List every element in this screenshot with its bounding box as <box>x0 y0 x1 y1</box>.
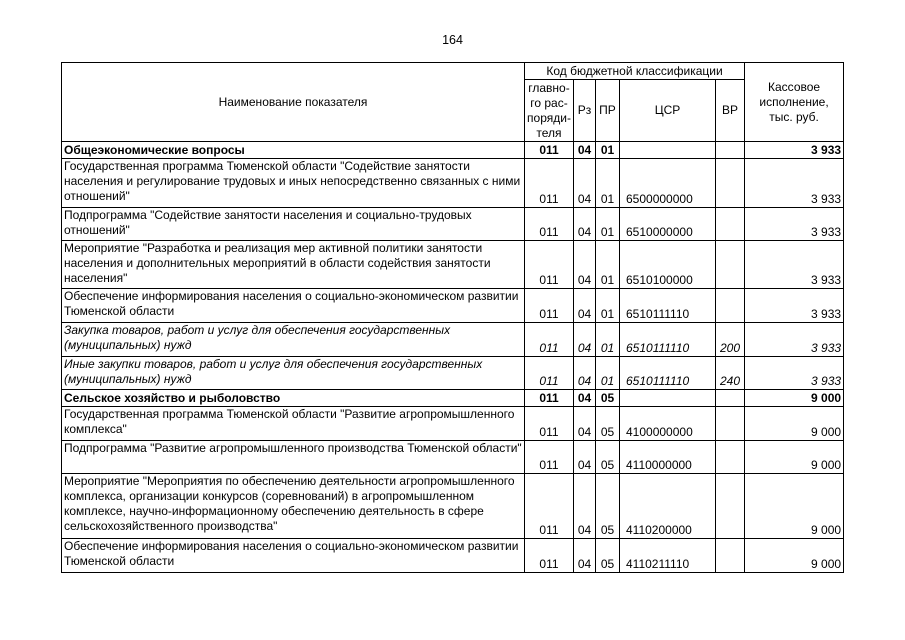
row-amount: 3 933 <box>745 357 844 390</box>
row-vr <box>716 407 745 441</box>
row-pr: 05 <box>596 441 620 474</box>
row-pr: 05 <box>596 474 620 539</box>
row-glavnogo: 011 <box>525 289 574 323</box>
table-row <box>62 407 844 441</box>
header-glavnogo: главно-го рас-поряди-теля <box>525 80 574 142</box>
row-pr: 05 <box>596 390 620 407</box>
row-csr: 6510111110 <box>620 357 716 390</box>
table-row <box>62 241 844 289</box>
row-csr <box>620 142 716 159</box>
row-csr: 6510000000 <box>620 208 716 241</box>
row-rz: 04 <box>574 323 596 357</box>
table-row <box>62 323 844 357</box>
row-name: Государственная программа Тюменской области "Содействие занятости населения и регулирование трудовых и иных непосредственно связанных с ними отношений" <box>62 159 525 208</box>
row-rz: 04 <box>574 289 596 323</box>
row-vr <box>716 474 745 539</box>
row-csr: 4110211110 <box>620 539 716 573</box>
row-glavnogo: 011 <box>525 407 574 441</box>
row-amount: 9 000 <box>745 407 844 441</box>
row-amount: 3 933 <box>745 323 844 357</box>
row-vr <box>716 289 745 323</box>
table-row <box>62 142 844 159</box>
row-name: Общеэкономические вопросы <box>62 142 525 159</box>
row-glavnogo: 011 <box>525 142 574 159</box>
row-glavnogo: 011 <box>525 441 574 474</box>
row-name: Сельское хозяйство и рыболовство <box>62 390 525 407</box>
budget-table <box>61 62 844 573</box>
header-name: Наименование показателя <box>62 63 525 142</box>
row-csr: 6510111110 <box>620 323 716 357</box>
row-name: Закупка товаров, работ и услуг для обеспечения государственных (муниципальных) нужд <box>62 323 525 357</box>
header-amount: Кассовое исполнение, тыс. руб. <box>745 63 844 142</box>
row-amount: 9 000 <box>745 441 844 474</box>
table-row <box>62 474 844 539</box>
header-code-group: Код бюджетной классификации <box>525 63 745 80</box>
row-glavnogo: 011 <box>525 208 574 241</box>
row-pr: 05 <box>596 539 620 573</box>
row-rz: 04 <box>574 142 596 159</box>
row-csr <box>620 390 716 407</box>
row-amount: 3 933 <box>745 159 844 208</box>
row-csr: 6500000000 <box>620 159 716 208</box>
row-rz: 04 <box>574 208 596 241</box>
row-amount: 3 933 <box>745 289 844 323</box>
row-rz: 04 <box>574 241 596 289</box>
row-csr: 6510100000 <box>620 241 716 289</box>
row-name: Подпрограмма "Развитие агропромышленного производства Тюменской области" <box>62 441 525 474</box>
row-glavnogo: 011 <box>525 241 574 289</box>
row-vr <box>716 159 745 208</box>
row-pr: 01 <box>596 357 620 390</box>
row-name: Государственная программа Тюменской области "Развитие агропромышленного комплекса" <box>62 407 525 441</box>
row-amount: 3 933 <box>745 241 844 289</box>
row-amount: 3 933 <box>745 142 844 159</box>
row-pr: 01 <box>596 142 620 159</box>
row-vr <box>716 390 745 407</box>
row-rz: 04 <box>574 407 596 441</box>
row-pr: 01 <box>596 289 620 323</box>
table-row <box>62 539 844 573</box>
row-vr: 240 <box>716 357 745 390</box>
row-vr <box>716 441 745 474</box>
table-row <box>62 390 844 407</box>
page-number: 164 <box>442 33 463 47</box>
row-pr: 05 <box>596 407 620 441</box>
row-amount: 9 000 <box>745 539 844 573</box>
row-rz: 04 <box>574 390 596 407</box>
row-csr: 4110000000 <box>620 441 716 474</box>
table-row <box>62 441 844 474</box>
row-rz: 04 <box>574 539 596 573</box>
row-name: Подпрограмма "Содействие занятости населения и социально-трудовых отношений" <box>62 208 525 241</box>
row-vr <box>716 539 745 573</box>
table-row <box>62 159 844 208</box>
table-row <box>62 289 844 323</box>
row-csr: 4110200000 <box>620 474 716 539</box>
header-csr: ЦСР <box>620 80 716 142</box>
row-glavnogo: 011 <box>525 390 574 407</box>
row-glavnogo: 011 <box>525 323 574 357</box>
row-rz: 04 <box>574 159 596 208</box>
row-glavnogo: 011 <box>525 474 574 539</box>
table-row <box>62 208 844 241</box>
row-rz: 04 <box>574 357 596 390</box>
row-amount: 3 933 <box>745 208 844 241</box>
row-name: Обеспечение информирования населения о социально-экономическом развитии Тюменской области <box>62 289 525 323</box>
row-vr: 200 <box>716 323 745 357</box>
row-pr: 01 <box>596 323 620 357</box>
row-vr <box>716 208 745 241</box>
row-vr <box>716 142 745 159</box>
row-glavnogo: 011 <box>525 539 574 573</box>
row-amount: 9 000 <box>745 390 844 407</box>
header-rz: Рз <box>574 80 596 142</box>
row-pr: 01 <box>596 241 620 289</box>
row-vr <box>716 241 745 289</box>
table-row <box>62 357 844 390</box>
row-name: Мероприятие "Разработка и реализация мер активной политики занятости населения и дополнительных мероприятий в области содействия занятости населения" <box>62 241 525 289</box>
row-name: Иные закупки товаров, работ и услуг для обеспечения государственных (муниципальных) нужд <box>62 357 525 390</box>
row-csr: 6510111110 <box>620 289 716 323</box>
row-glavnogo: 011 <box>525 159 574 208</box>
row-name: Обеспечение информирования населения о социально-экономическом развитии Тюменской области <box>62 539 525 573</box>
row-amount: 9 000 <box>745 474 844 539</box>
row-name: Мероприятие "Мероприятия по обеспечению деятельности агропромышленного комплекса, организации конкурсов (соревнований) в агропромышленном комплексе, научно-информационному обеспечению деятельность в сфере сельскохозяйственного производства" <box>62 474 525 539</box>
row-csr: 4100000000 <box>620 407 716 441</box>
row-pr: 01 <box>596 159 620 208</box>
header-vr: ВР <box>716 80 745 142</box>
header-pr: ПР <box>596 80 620 142</box>
row-pr: 01 <box>596 208 620 241</box>
row-rz: 04 <box>574 441 596 474</box>
row-rz: 04 <box>574 474 596 539</box>
row-glavnogo: 011 <box>525 357 574 390</box>
